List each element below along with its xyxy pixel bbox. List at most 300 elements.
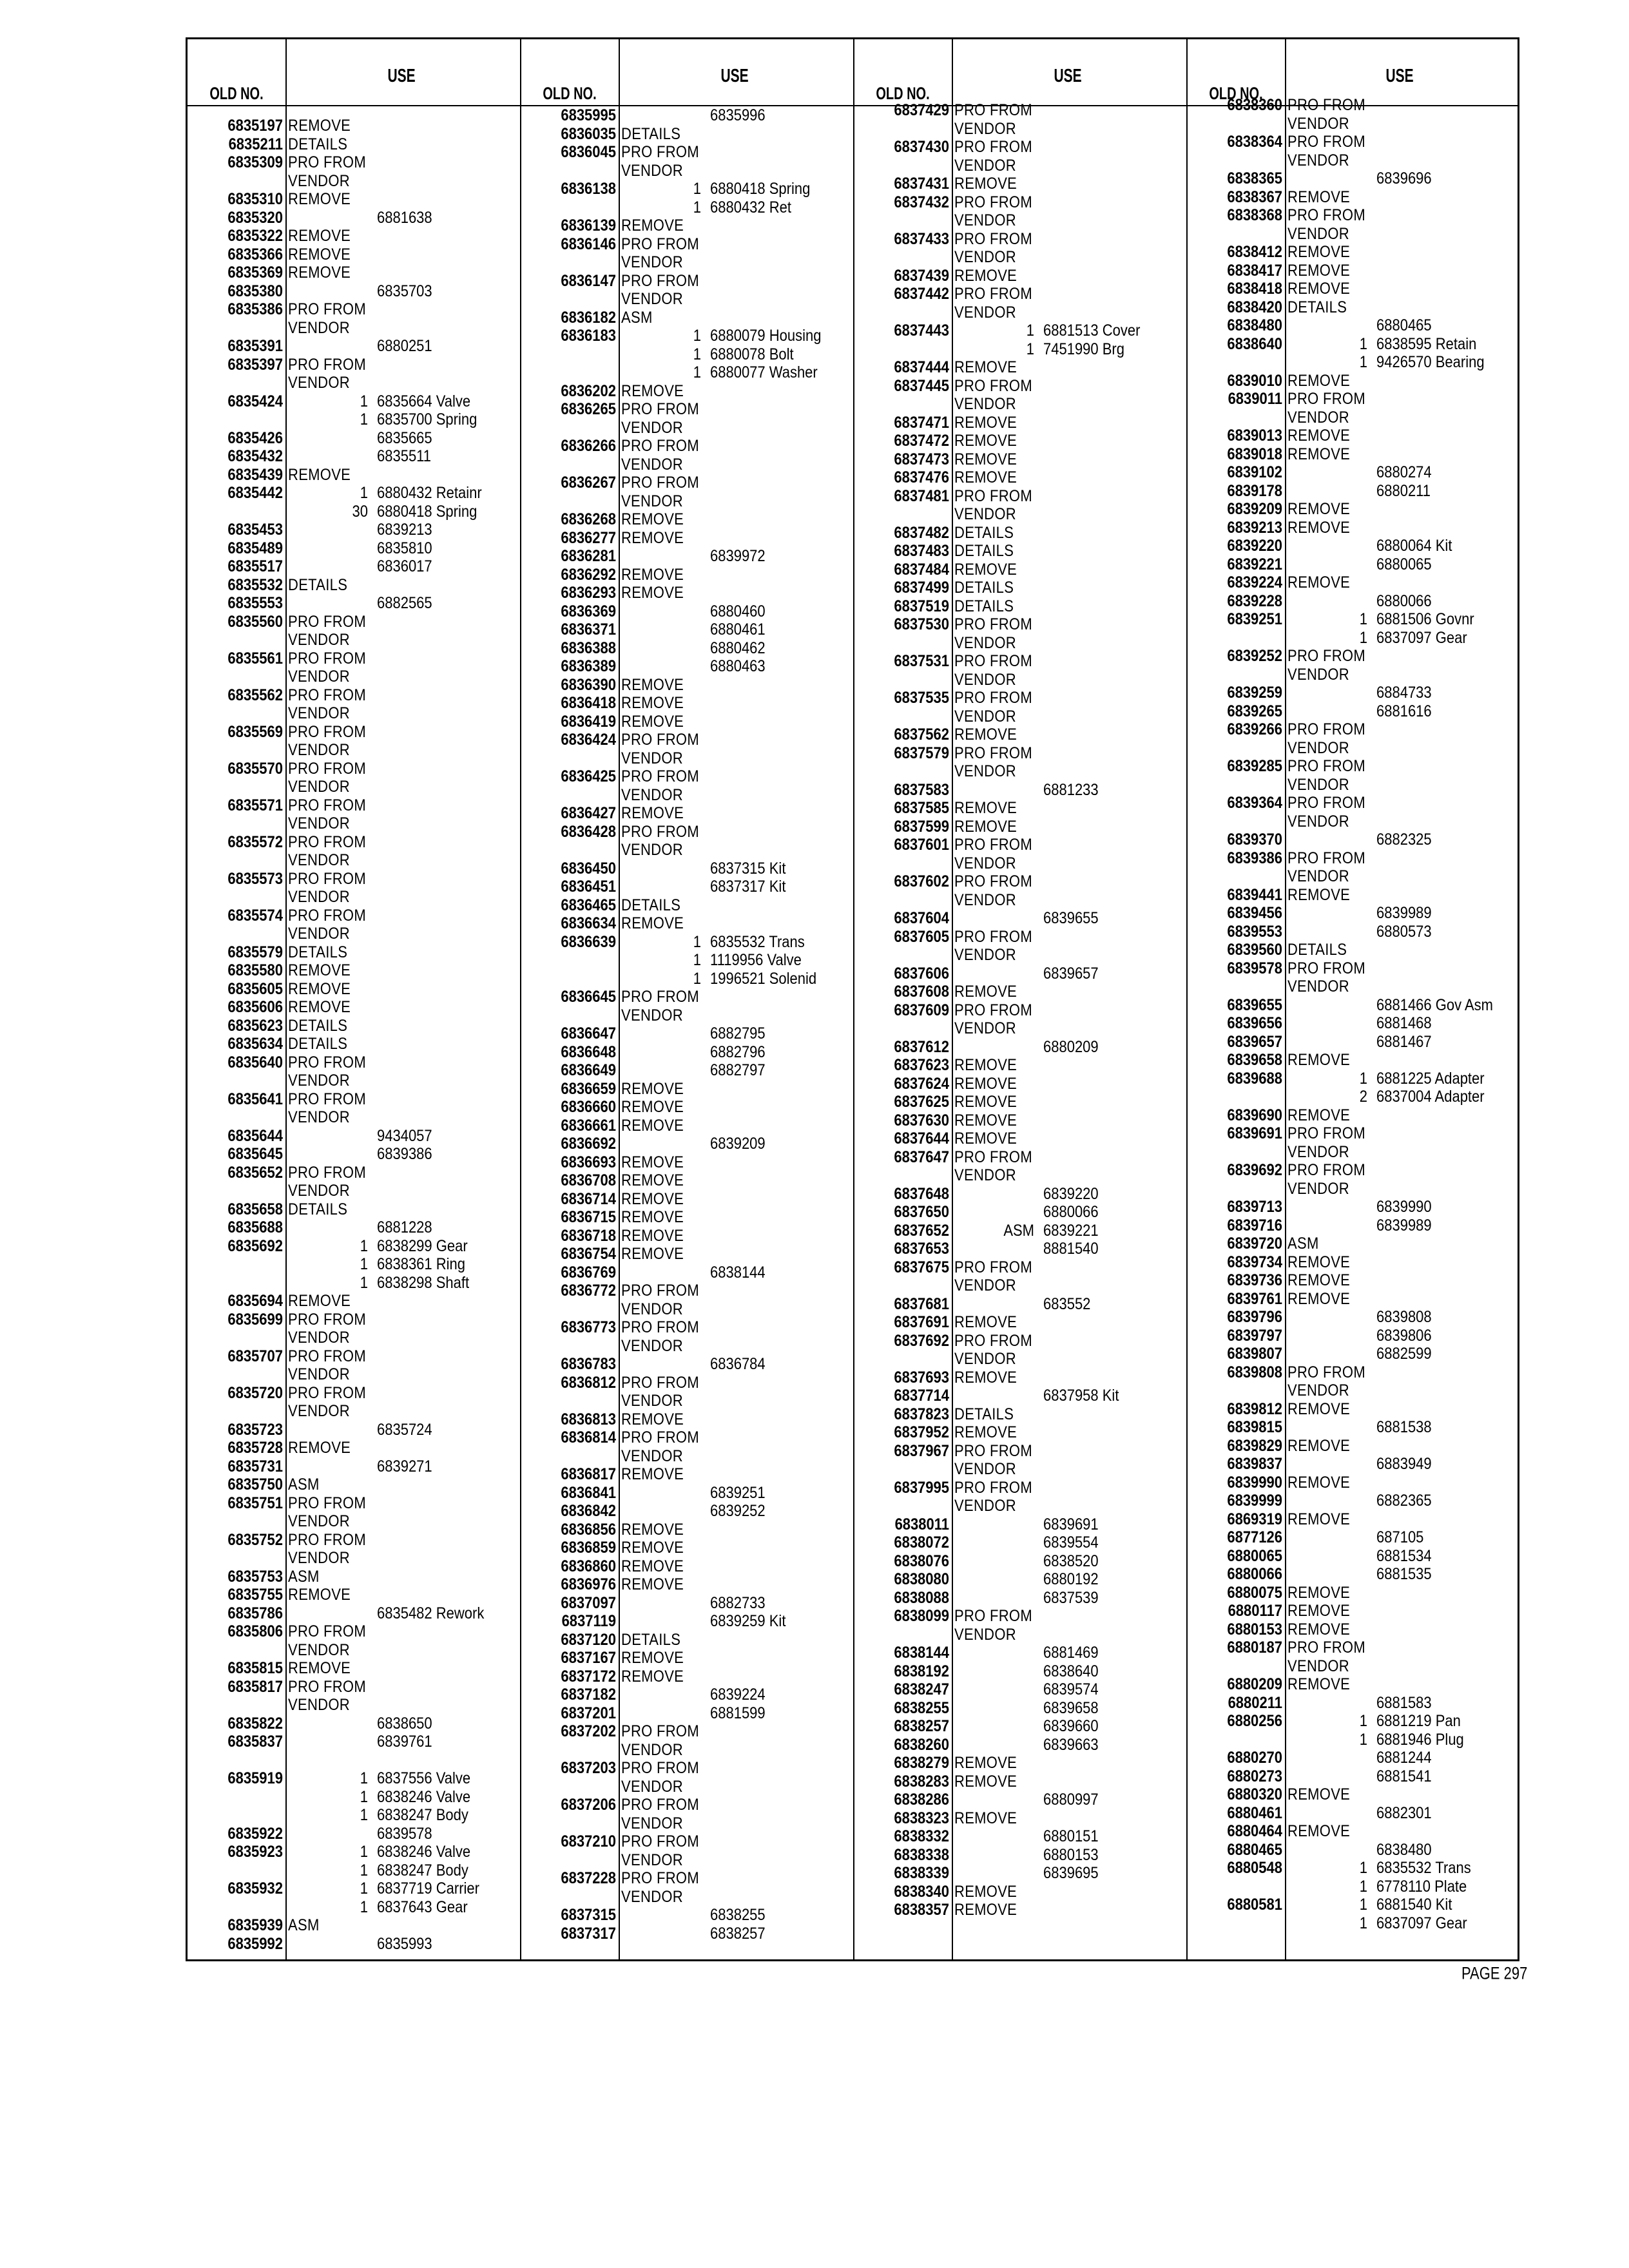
- old-number: 6837531: [894, 651, 949, 670]
- table-row: [521, 1318, 854, 1336]
- old-number: 6837444: [894, 358, 949, 376]
- table-row: [1187, 243, 1518, 261]
- old-number: 6838367: [1227, 187, 1282, 206]
- table-row: [854, 1846, 1187, 1864]
- old-number: 6837228: [561, 1869, 616, 1887]
- use-code: REMOVE: [621, 1244, 684, 1263]
- table-row: [521, 253, 854, 271]
- table-row: [1187, 537, 1518, 555]
- replacement-part: 6838247 Body: [377, 1860, 468, 1879]
- quantity: 1: [693, 363, 701, 381]
- table-row: [1187, 1694, 1518, 1712]
- table-row: [188, 1715, 521, 1733]
- replacement-part: 6881541: [1376, 1766, 1432, 1785]
- table-row: [854, 1607, 1187, 1625]
- table-row: [1187, 1418, 1518, 1436]
- table-row: [521, 1575, 854, 1593]
- old-number: 6836692: [561, 1134, 616, 1153]
- table-row: [854, 1185, 1187, 1203]
- table-row: [521, 1649, 854, 1667]
- replacement-part: 6880997: [1043, 1790, 1099, 1809]
- old-number: 6839734: [1227, 1252, 1282, 1271]
- table-row: [521, 731, 854, 749]
- old-number: 6838283: [894, 1771, 949, 1791]
- replacement-part: 6881506 Govnr: [1376, 610, 1474, 628]
- use-code: REMOVE: [954, 174, 1017, 193]
- table-row: [1187, 702, 1518, 720]
- table-row: [854, 762, 1187, 780]
- table-row: [188, 1641, 521, 1659]
- old-number: 6838286: [894, 1790, 949, 1809]
- replacement-part: 6838650: [377, 1713, 432, 1733]
- table-row: [854, 1129, 1187, 1148]
- old-number: 6880211: [1228, 1693, 1282, 1712]
- table-row: [188, 980, 521, 998]
- quantity: 1: [1359, 1876, 1367, 1896]
- table-row: [521, 1759, 854, 1777]
- table-row: [188, 1568, 521, 1586]
- use-code: PRO FROM: [288, 1346, 366, 1365]
- old-number: 6835652: [227, 1162, 283, 1182]
- table-row: [1187, 1106, 1518, 1124]
- table-row: [188, 1549, 521, 1567]
- old-number: 6838076: [894, 1551, 949, 1570]
- table-row: [854, 597, 1187, 615]
- replacement-part: 6835665: [377, 428, 432, 447]
- table-row: [521, 437, 854, 455]
- table-row: [854, 1717, 1187, 1735]
- replacement-part: 6838520: [1043, 1551, 1099, 1570]
- old-number: 6837650: [894, 1202, 949, 1221]
- use-code: VENDOR: [288, 740, 350, 759]
- table-row: [188, 907, 521, 925]
- table-row: [188, 1402, 521, 1420]
- use-code: VENDOR: [288, 777, 350, 796]
- use-code: REMOVE: [1287, 1436, 1351, 1455]
- use-code: PRO FROM: [288, 1622, 366, 1640]
- table-row: [854, 1166, 1187, 1184]
- use-code: PRO FROM: [288, 795, 366, 814]
- old-number: 6835640: [227, 1052, 283, 1072]
- table-row: [1187, 610, 1518, 628]
- table-row: [854, 1240, 1187, 1258]
- use-code: PRO FROM: [954, 1441, 1032, 1460]
- use-code: REMOVE: [1287, 1289, 1351, 1308]
- replacement-part: 6835511: [377, 447, 432, 465]
- table-row: [188, 741, 521, 759]
- use-code: PRO FROM: [1287, 95, 1365, 114]
- old-number: 6836773: [561, 1318, 616, 1336]
- table-row: [1187, 353, 1518, 371]
- replacement-part: 6880461: [710, 620, 766, 639]
- use-code: VENDOR: [288, 373, 350, 392]
- replacement-part: 8881540: [1043, 1239, 1099, 1258]
- table-row: [188, 1935, 521, 1953]
- old-number: 6837691: [894, 1312, 949, 1331]
- table-row: [521, 841, 854, 859]
- table-row: [854, 1827, 1187, 1845]
- replacement-part: 6839386: [377, 1144, 432, 1163]
- table-row: [854, 946, 1187, 964]
- table-row: [854, 726, 1187, 744]
- old-number: 6835573: [227, 869, 283, 888]
- old-number: 6837693: [894, 1367, 949, 1387]
- table-row: [1187, 977, 1518, 995]
- table-row: [854, 432, 1187, 450]
- use-code: VENDOR: [288, 1328, 350, 1347]
- replacement-part: 6881946 Plug: [1376, 1729, 1464, 1749]
- table-row: [521, 1888, 854, 1906]
- quantity: 1: [360, 1842, 368, 1861]
- use-code: VENDOR: [954, 1276, 1016, 1294]
- old-number: 6835822: [227, 1713, 283, 1733]
- old-number: 6837605: [894, 927, 949, 946]
- use-code: PRO FROM: [1287, 793, 1365, 812]
- use-code: REMOVE: [621, 1409, 684, 1428]
- old-number: 6837203: [561, 1758, 616, 1777]
- use-code: ASM: [288, 1916, 320, 1934]
- replacement-part: 6839213: [377, 520, 432, 539]
- use-code: DETAILS: [1287, 940, 1347, 959]
- old-number: 6837681: [894, 1294, 949, 1313]
- table-row: [1187, 1198, 1518, 1216]
- replacement-part: 6881469: [1043, 1643, 1099, 1662]
- old-number: 6838088: [894, 1588, 949, 1607]
- table-row: [1187, 1180, 1518, 1198]
- old-number: 6836661: [561, 1115, 616, 1135]
- use-code: VENDOR: [621, 160, 683, 180]
- table-row: [188, 668, 521, 686]
- replacement-part: 6837643 Gear: [377, 1897, 468, 1916]
- old-number: 6836035: [561, 124, 616, 143]
- table-row: [1187, 1639, 1518, 1657]
- table-row: [521, 914, 854, 932]
- old-number: 6839560: [1227, 940, 1282, 959]
- replacement-part: 6880418 Spring: [710, 179, 811, 198]
- table-row: [521, 1704, 854, 1722]
- table-row: [854, 1148, 1187, 1166]
- old-number: 6835569: [227, 722, 283, 741]
- use-code: REMOVE: [621, 803, 684, 822]
- table-row: [1187, 1400, 1518, 1418]
- old-number: 6837429: [894, 101, 949, 119]
- use-code: ASM: [1287, 1234, 1319, 1253]
- table-row: [854, 303, 1187, 322]
- table-row: [188, 117, 521, 135]
- table-row: [188, 319, 521, 337]
- table-row: [1187, 1437, 1518, 1455]
- replacement-part: 6882565: [377, 593, 432, 612]
- table-row: [1187, 225, 1518, 243]
- table-row: [1187, 1675, 1518, 1693]
- replacement-part: 6880066: [1376, 591, 1432, 610]
- table-row: [188, 264, 521, 282]
- use-code: PRO FROM: [288, 722, 366, 741]
- old-number: 6835837: [227, 1732, 283, 1751]
- replacement-part: 6838480: [1376, 1840, 1432, 1859]
- use-header: USE: [387, 66, 416, 86]
- use-code: REMOVE: [954, 1900, 1017, 1919]
- use-code: REMOVE: [1287, 885, 1351, 904]
- table-row: [521, 1484, 854, 1502]
- replacement-part: 6881538: [1376, 1418, 1432, 1436]
- table-row: [854, 505, 1187, 523]
- old-number: 6839815: [1227, 1418, 1282, 1436]
- quantity: 1: [1359, 1895, 1367, 1914]
- table-row: [1187, 1455, 1518, 1473]
- replacement-part: 6880462: [710, 638, 766, 657]
- replacement-part: 6880065: [1376, 554, 1432, 573]
- old-number: 6880320: [1227, 1785, 1282, 1803]
- old-number: 6836660: [561, 1097, 616, 1116]
- old-number: 6837623: [894, 1055, 949, 1074]
- table-row: [854, 1313, 1187, 1331]
- old-number: 6839720: [1227, 1234, 1282, 1253]
- column-4: [1187, 39, 1518, 1959]
- use-code: REMOVE: [1287, 517, 1351, 537]
- table-row: [521, 1612, 854, 1630]
- table-row: [188, 1751, 521, 1769]
- use-code: VENDOR: [288, 1512, 350, 1530]
- use-code: VENDOR: [288, 667, 350, 686]
- table-row: [1187, 1235, 1518, 1253]
- old-number: 6839259: [1227, 683, 1282, 702]
- replacement-part: 6839989: [1376, 1215, 1432, 1235]
- table-row: [521, 1851, 854, 1869]
- table-row: [188, 172, 521, 190]
- table-row: [188, 337, 521, 355]
- replacement-part: 6880460: [710, 601, 766, 620]
- table-row: [521, 1061, 854, 1079]
- table-row: [521, 1410, 854, 1428]
- replacement-part: 6838257: [710, 1923, 766, 1943]
- table-row: [854, 1295, 1187, 1313]
- use-code: VENDOR: [288, 704, 350, 722]
- table-row: [854, 744, 1187, 762]
- replacement-part: 6835993: [377, 1934, 432, 1953]
- old-number: 6835453: [227, 520, 283, 539]
- old-number: 6835707: [227, 1346, 283, 1365]
- replacement-part: 7451990 Brg: [1043, 339, 1124, 358]
- table-row: [1187, 996, 1518, 1014]
- old-number: 6836419: [561, 711, 616, 731]
- use-code: VENDOR: [1287, 150, 1349, 169]
- old-number: 6835922: [227, 1823, 283, 1843]
- use-code: PRO FROM: [1287, 206, 1365, 224]
- use-code: PRO FROM: [954, 1331, 1032, 1350]
- table-row: [1187, 1033, 1518, 1051]
- table-row: [854, 1589, 1187, 1607]
- replacement-part: 6881513 Cover: [1043, 321, 1141, 340]
- use-code: PRO FROM: [621, 1318, 699, 1336]
- table-row: [854, 928, 1187, 946]
- table-row: [854, 414, 1187, 432]
- use-code: VENDOR: [954, 1349, 1016, 1368]
- use-code: PRO FROM: [621, 234, 699, 253]
- use-code: REMOVE: [621, 1666, 684, 1686]
- replacement-part: 6880251: [377, 336, 432, 355]
- use-code: VENDOR: [288, 318, 350, 337]
- replacement-part: 6838299 Gear: [377, 1236, 468, 1255]
- table-row: [188, 686, 521, 704]
- table-row: [521, 988, 854, 1006]
- use-code: DETAILS: [621, 895, 681, 914]
- table-row: [854, 157, 1187, 175]
- replacement-part: 6839806: [1376, 1325, 1432, 1345]
- use-code: VENDOR: [1287, 664, 1349, 684]
- old-number: 6839252: [1227, 646, 1282, 665]
- old-number: 6839691: [1227, 1124, 1282, 1142]
- table-row: [854, 101, 1187, 119]
- table-row: [188, 190, 521, 208]
- use-code: REMOVE: [621, 216, 684, 235]
- table-row: [521, 1906, 854, 1924]
- old-number: 6835815: [227, 1658, 283, 1677]
- old-number: 6835623: [227, 1015, 283, 1035]
- replacement-part: 6835532 Trans: [710, 932, 805, 951]
- table-row: [521, 143, 854, 161]
- table-row: [1187, 1584, 1518, 1602]
- use-code: REMOVE: [621, 1097, 684, 1116]
- table-row: [188, 961, 521, 979]
- old-number: 6835817: [227, 1677, 283, 1696]
- table-row: [521, 1686, 854, 1704]
- quantity: 1: [693, 950, 701, 969]
- table-row: [521, 878, 854, 896]
- use-code: VENDOR: [954, 633, 1016, 652]
- use-code: DETAILS: [288, 1015, 348, 1035]
- table-row: [521, 1355, 854, 1373]
- old-number: 6839656: [1227, 1014, 1282, 1032]
- old-number: 6836369: [561, 601, 616, 620]
- replacement-part: 6839972: [710, 546, 766, 565]
- replacement-part: 6880209: [1043, 1037, 1099, 1056]
- use-code: VENDOR: [288, 1181, 350, 1200]
- table-row: [521, 657, 854, 675]
- old-number: 6836266: [561, 436, 616, 455]
- table-row: [188, 796, 521, 814]
- table-row: [188, 1879, 521, 1898]
- old-number: 6836424: [561, 730, 616, 749]
- replacement-part: 6839657: [1043, 963, 1099, 983]
- old-number: 6838257: [894, 1716, 949, 1735]
- use-code: REMOVE: [954, 468, 1017, 486]
- quantity: 1: [693, 179, 701, 198]
- table-row: [854, 358, 1187, 376]
- table-row: [188, 1825, 521, 1843]
- old-number: 6839251: [1227, 610, 1282, 628]
- table-row: [188, 1916, 521, 1934]
- table-row: [188, 429, 521, 447]
- old-number: 6836138: [561, 179, 616, 198]
- replacement-part: 6839655: [1043, 908, 1099, 927]
- use-code: VENDOR: [954, 706, 1016, 726]
- old-number: 6839655: [1227, 995, 1282, 1014]
- quantity: 1: [360, 1860, 368, 1879]
- old-number: 6839178: [1227, 481, 1282, 500]
- table-row: [521, 1043, 854, 1061]
- quantity: 1: [360, 391, 368, 410]
- use-code: REMOVE: [1287, 1105, 1351, 1124]
- use-code: REMOVE: [1287, 1252, 1351, 1271]
- table-row: [854, 120, 1187, 138]
- use-code: REMOVE: [288, 1438, 351, 1457]
- table-row: [521, 272, 854, 290]
- old-number: 6839010: [1227, 370, 1282, 390]
- replacement-part: 6880432 Ret: [710, 197, 791, 216]
- old-number: 6837484: [894, 559, 949, 579]
- old-number: 6838255: [894, 1698, 949, 1717]
- quantity: 1: [1359, 1858, 1367, 1877]
- table-row: [1187, 666, 1518, 684]
- table-row: [854, 1038, 1187, 1056]
- old-number: 6837995: [894, 1477, 949, 1497]
- old-number: 6837823: [894, 1404, 949, 1423]
- table-row: [188, 1255, 521, 1273]
- old-number: 6837602: [894, 872, 949, 890]
- old-number: 6837583: [894, 780, 949, 799]
- use-code: VENDOR: [1287, 811, 1349, 831]
- old-number: 6880256: [1227, 1711, 1282, 1730]
- old-number: 6839228: [1227, 591, 1282, 610]
- replacement-part: 6881535: [1376, 1564, 1432, 1583]
- use-code: PRO FROM: [621, 1372, 699, 1392]
- use-code: REMOVE: [288, 961, 351, 979]
- old-number: 6836772: [561, 1281, 616, 1300]
- use-code: DETAILS: [954, 541, 1014, 560]
- table-row: [521, 1741, 854, 1759]
- old-number: 6839209: [1227, 499, 1282, 518]
- use-code: REMOVE: [288, 465, 351, 484]
- use-code: VENDOR: [954, 762, 1016, 780]
- table-row: [1187, 463, 1518, 481]
- use-code: PRO FROM: [621, 822, 699, 841]
- old-number: 6836859: [561, 1538, 616, 1557]
- use-code: REMOVE: [1287, 444, 1351, 463]
- use-code: ASM: [288, 1566, 320, 1586]
- quantity: 1: [1359, 610, 1367, 628]
- use-code: DETAILS: [954, 596, 1014, 615]
- use-code: VENDOR: [288, 924, 350, 943]
- replacement-part: 6881228: [377, 1218, 432, 1236]
- table-row: [854, 1019, 1187, 1037]
- old-number: 6837210: [561, 1832, 616, 1850]
- quantity: 1: [1359, 352, 1367, 371]
- old-number: 6835723: [227, 1419, 283, 1439]
- old-number: 6836425: [561, 767, 616, 785]
- replacement-part: 6837556 Valve: [377, 1769, 471, 1787]
- table-row: [854, 395, 1187, 413]
- use-code: REMOVE: [621, 711, 684, 731]
- replacement-part: 6839252: [710, 1501, 766, 1520]
- use-code: VENDOR: [288, 1548, 350, 1567]
- replacement-part: 6838361 Ring: [377, 1254, 466, 1273]
- table-row: [854, 1405, 1187, 1423]
- old-number: 6836147: [561, 271, 616, 290]
- old-number: 6839285: [1227, 756, 1282, 775]
- old-number: 6836427: [561, 803, 616, 822]
- use-code: PRO FROM: [621, 399, 699, 418]
- table-row: [188, 410, 521, 428]
- use-code: DETAILS: [954, 523, 1014, 542]
- replacement-part: 6880211: [1376, 481, 1431, 500]
- quantity: 1: [360, 1236, 368, 1255]
- use-code: REMOVE: [621, 1519, 684, 1539]
- use-code: REMOVE: [1287, 426, 1351, 445]
- old-number: 6835309: [227, 153, 283, 171]
- old-number: 6839213: [1227, 517, 1282, 537]
- old-number: 6837644: [894, 1129, 949, 1148]
